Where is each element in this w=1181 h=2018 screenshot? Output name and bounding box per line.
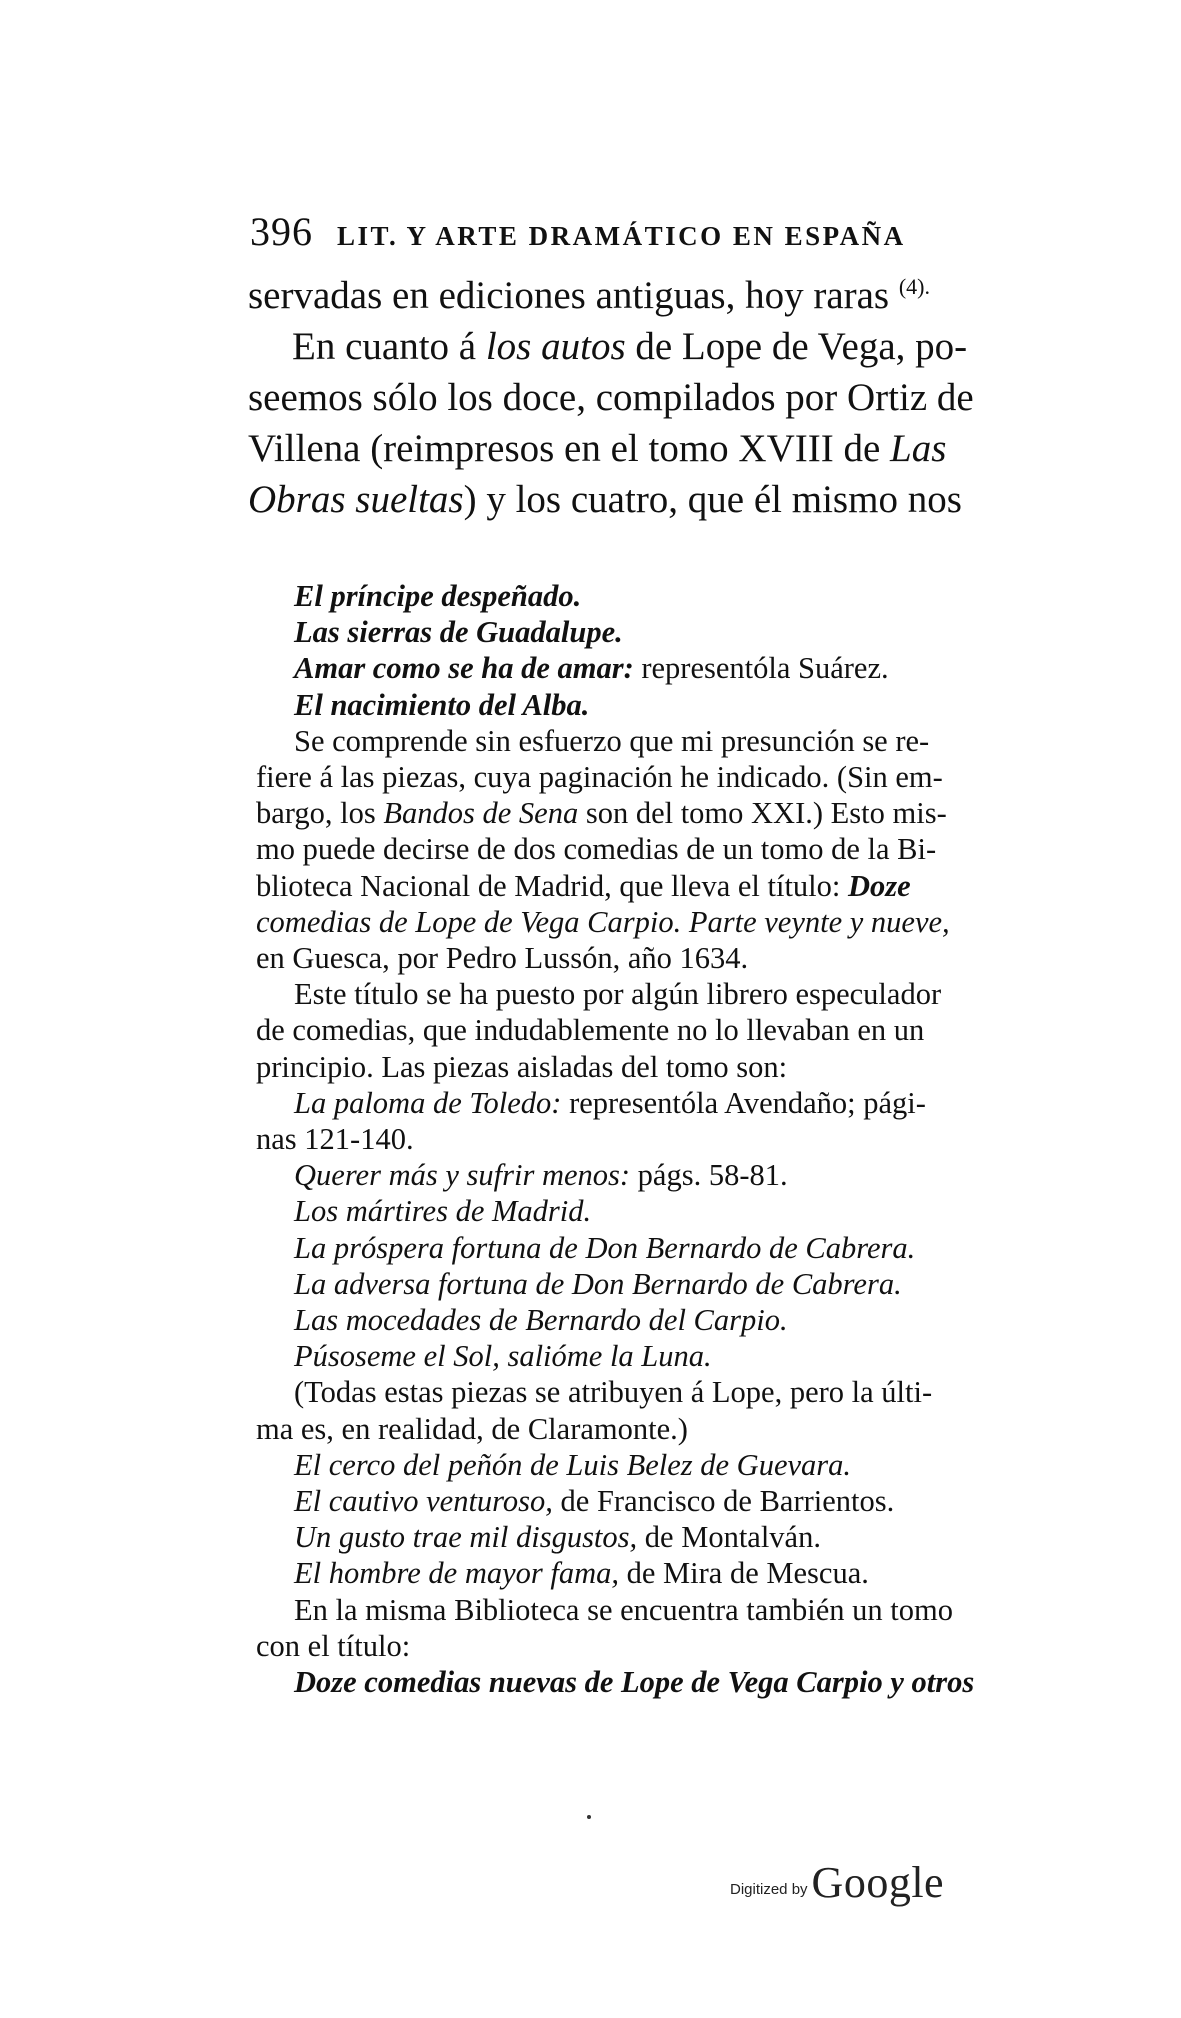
watermark-prefix: Digitized by bbox=[730, 1881, 808, 1898]
note-line: ma es, en realidad, de Claramonte.) bbox=[256, 1411, 688, 1446]
note-title: Los mártires de Madrid. bbox=[294, 1194, 592, 1229]
note-line: En la misma Biblioteca se encuentra también un tomo bbox=[294, 1592, 953, 1627]
note-line: nas 121-140. bbox=[256, 1122, 414, 1157]
note-line: Se comprende sin esfuerzo que mi presunción se re- bbox=[294, 723, 930, 758]
digitized-watermark bbox=[730, 1857, 944, 1908]
note-line: de comedias, que indudablemente no lo llevaban en un bbox=[256, 1013, 925, 1048]
note-line: Amar como se ha de amar: representóla Suárez. bbox=[294, 651, 889, 686]
note-line: con el título: bbox=[256, 1628, 411, 1663]
main-line: servadas en ediciones antiguas, hoy raras $^{(4).}$ bbox=[248, 274, 931, 317]
footnote-block bbox=[256, 578, 1056, 1700]
note-line: en Guesca, por Pedro Lussón, año 1634. bbox=[256, 941, 749, 976]
note-title: Doze comedias nuevas de Lope de Vega Carpio y otros bbox=[294, 1665, 975, 1700]
note-title: El príncipe despeñado. bbox=[294, 579, 582, 613]
note-title: La próspera fortuna de Don Bernardo de Cabrera. bbox=[294, 1230, 916, 1265]
note-line: blioteca Nacional de Madrid, que lleva el título: Doze bbox=[256, 868, 911, 903]
note-title: Las mocedades de Bernardo del Carpio. bbox=[294, 1303, 788, 1338]
note-line: La paloma de Toledo: representóla Avendaño; pági- bbox=[294, 1085, 926, 1120]
note-line: El hombre de mayor fama, de Mira de Mescua. bbox=[294, 1556, 869, 1591]
ink-speck bbox=[587, 1815, 591, 1819]
main-line: Villena (reimpresos en el tomo XVIII de Las bbox=[248, 427, 947, 470]
note-line: principio. Las piezas aisladas del tomo son: bbox=[256, 1049, 788, 1084]
note-title: La adversa fortuna de Don Bernardo de Cabrera. bbox=[294, 1266, 902, 1301]
note-line: bargo, los Bandos de Sena son del tomo XXI.) Esto mis- bbox=[256, 796, 947, 831]
note-title: El nacimiento del Alba. bbox=[294, 687, 590, 722]
main-line: Obras sueltas) y los cuatro, que él mismo nos bbox=[248, 478, 962, 521]
note-title: El cerco del peñón de Luis Belez de Guevara. bbox=[294, 1447, 852, 1482]
note-line: mo puede decirse de dos comedias de un tomo de la Bi- bbox=[256, 832, 937, 867]
note-line: Querer más y sufrir menos: págs. 58-81. bbox=[294, 1158, 788, 1193]
note-line: (Todas estas piezas se atribuyen á Lope, pero la últi- bbox=[294, 1375, 933, 1410]
main-line: seemos sólo los doce, compilados por Ortiz de bbox=[248, 376, 974, 419]
footnote-reference: (4). bbox=[898, 274, 931, 299]
google-logo: Google bbox=[811, 1858, 945, 1907]
note-line: Un gusto trae mil disgustos, de Montalván. bbox=[294, 1520, 821, 1555]
page-header bbox=[250, 208, 1050, 255]
note-line: fiere á las piezas, cuya paginación he indicado. (Sin em- bbox=[256, 760, 943, 795]
note-line: Este título se ha puesto por algún librero especulador bbox=[294, 977, 942, 1012]
page-number: 396 bbox=[250, 209, 313, 254]
main-line: En cuanto á los autos de Lope de Vega, po- bbox=[292, 325, 968, 368]
note-title: Púsoseme el Sol, salióme la Luna. bbox=[294, 1339, 712, 1374]
note-line: El cautivo venturoso, de Francisco de Barrientos. bbox=[294, 1484, 895, 1519]
note-title: comedias de Lope de Vega Carpio. Parte veynte y nueve, bbox=[256, 904, 950, 939]
main-text bbox=[248, 270, 1052, 525]
note-title: Las sierras de Guadalupe. bbox=[294, 615, 623, 650]
running-head: LIT. Y ARTE DRAMÁTICO EN ESPAÑA bbox=[337, 221, 906, 251]
